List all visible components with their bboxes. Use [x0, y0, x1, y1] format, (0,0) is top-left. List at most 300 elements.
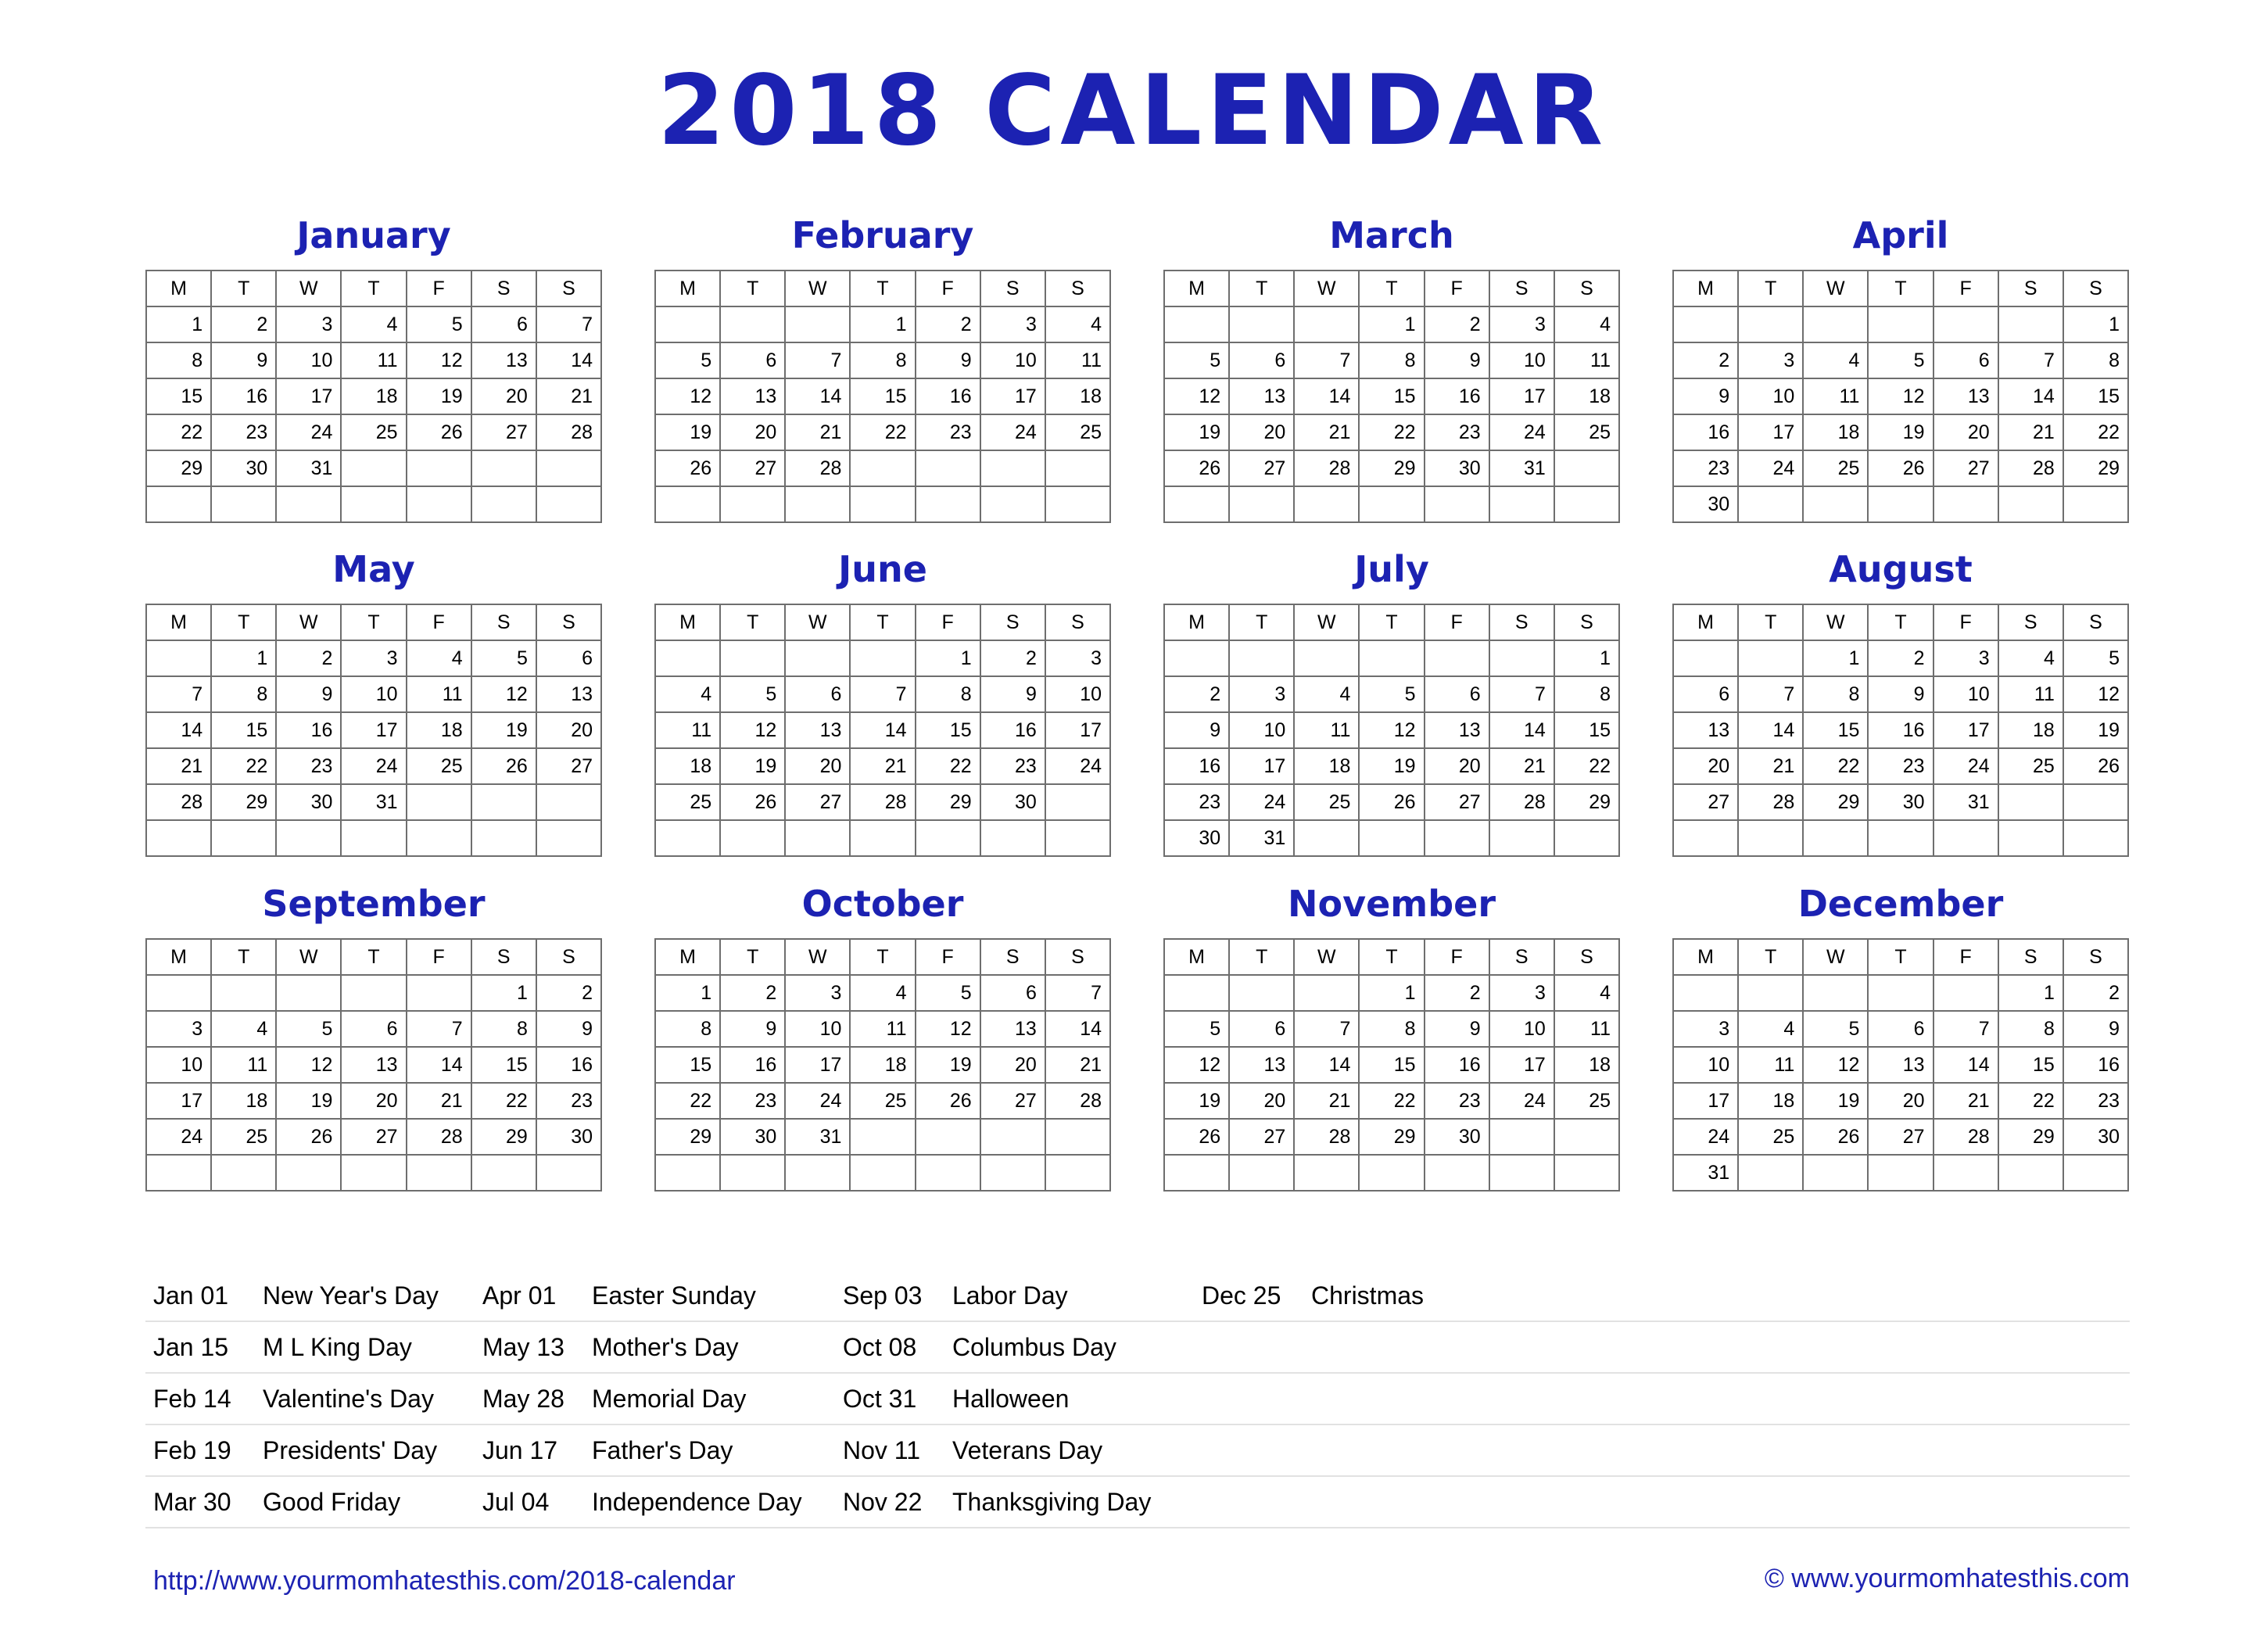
day-cell: 25 — [1554, 1083, 1619, 1119]
day-cell: 8 — [655, 1011, 720, 1047]
day-cell: 8 — [916, 676, 980, 712]
weekday-header: S — [1998, 939, 2063, 975]
day-cell: 12 — [1164, 1047, 1229, 1083]
holiday-row — [145, 1477, 2130, 1528]
day-cell: 13 — [785, 712, 850, 748]
day-cell: 11 — [1803, 378, 1868, 414]
day-cell: 29 — [1359, 1119, 1424, 1155]
weekday-header: W — [276, 271, 341, 306]
month-name: August — [1829, 548, 1973, 590]
empty-cell — [1294, 1155, 1359, 1191]
week-row — [655, 1155, 1110, 1191]
day-cell: 31 — [341, 784, 406, 820]
empty-cell — [1229, 640, 1294, 676]
holiday-date: Dec 25 — [1202, 1281, 1281, 1310]
day-cell: 15 — [2063, 378, 2128, 414]
day-cell: 4 — [211, 1011, 276, 1047]
weekday-header: T — [1738, 939, 1803, 975]
day-cell: 1 — [916, 640, 980, 676]
month-grid — [1672, 270, 2129, 523]
day-cell: 29 — [471, 1119, 536, 1155]
day-cell: 24 — [146, 1119, 211, 1155]
holiday-row — [145, 1270, 2130, 1322]
month-name: February — [791, 214, 974, 256]
day-cell: 12 — [916, 1011, 980, 1047]
day-cell: 5 — [276, 1011, 341, 1047]
week-row — [146, 1047, 601, 1083]
month-grid — [1163, 938, 1620, 1192]
week-row — [146, 1119, 601, 1155]
weekday-header-row — [655, 271, 1110, 306]
day-cell: 7 — [1998, 342, 2063, 378]
day-cell: 12 — [2063, 676, 2128, 712]
day-cell: 14 — [1933, 1047, 1998, 1083]
day-cell: 26 — [471, 748, 536, 784]
month-october — [654, 876, 1111, 1192]
empty-cell — [980, 450, 1045, 486]
day-cell: 17 — [1673, 1083, 1738, 1119]
week-row — [1673, 1047, 2128, 1083]
day-cell: 23 — [720, 1083, 785, 1119]
week-row — [1673, 306, 2128, 342]
holiday-date: Mar 30 — [153, 1488, 231, 1516]
weekday-header: T — [1868, 271, 1933, 306]
day-cell: 26 — [916, 1083, 980, 1119]
weekday-header: W — [785, 939, 850, 975]
day-cell: 25 — [407, 748, 471, 784]
week-row — [655, 712, 1110, 748]
day-cell: 1 — [1998, 975, 2063, 1011]
day-cell: 29 — [146, 450, 211, 486]
empty-cell — [1738, 306, 1803, 342]
week-row — [1673, 712, 2128, 748]
empty-cell — [1673, 820, 1738, 856]
day-cell: 20 — [471, 378, 536, 414]
week-row — [1164, 784, 1619, 820]
day-cell: 15 — [1554, 712, 1619, 748]
month-grid — [145, 604, 602, 857]
holiday-date: Nov 11 — [843, 1436, 921, 1464]
empty-cell — [1489, 486, 1554, 522]
empty-cell — [1738, 1155, 1803, 1191]
day-cell: 16 — [2063, 1047, 2128, 1083]
empty-cell — [276, 1155, 341, 1191]
day-cell: 25 — [1738, 1119, 1803, 1155]
day-cell: 17 — [1045, 712, 1110, 748]
weekday-header: F — [1933, 604, 1998, 640]
day-cell: 25 — [341, 414, 406, 450]
week-row — [1164, 820, 1619, 856]
weekday-header: W — [785, 604, 850, 640]
empty-cell — [1738, 975, 1803, 1011]
week-row — [655, 414, 1110, 450]
week-row — [1673, 414, 2128, 450]
empty-cell — [1294, 975, 1359, 1011]
empty-cell — [407, 784, 471, 820]
day-cell: 8 — [1359, 342, 1424, 378]
day-cell: 2 — [1425, 306, 1489, 342]
day-cell: 12 — [1868, 378, 1933, 414]
day-cell: 2 — [276, 640, 341, 676]
day-cell: 9 — [916, 342, 980, 378]
month-august — [1672, 541, 2129, 857]
empty-cell — [1868, 820, 1933, 856]
holiday-date: May 28 — [482, 1385, 564, 1413]
empty-cell — [536, 486, 601, 522]
holiday-name: Presidents' Day — [263, 1436, 438, 1464]
day-cell: 16 — [1164, 748, 1229, 784]
day-cell: 17 — [1738, 414, 1803, 450]
day-cell: 5 — [1164, 1011, 1229, 1047]
day-cell: 24 — [1738, 450, 1803, 486]
week-row — [146, 486, 601, 522]
day-cell: 20 — [720, 414, 785, 450]
empty-cell — [146, 640, 211, 676]
day-cell: 25 — [850, 1083, 915, 1119]
weekday-header: S — [1489, 271, 1554, 306]
weekday-header-row — [1164, 939, 1619, 975]
day-cell: 5 — [1164, 342, 1229, 378]
week-row — [1673, 1119, 2128, 1155]
day-cell: 25 — [1554, 414, 1619, 450]
day-cell: 24 — [980, 414, 1045, 450]
day-cell: 20 — [1868, 1083, 1933, 1119]
empty-cell — [1998, 820, 2063, 856]
day-cell: 1 — [146, 306, 211, 342]
empty-cell — [720, 486, 785, 522]
day-cell: 23 — [276, 748, 341, 784]
day-cell: 10 — [1489, 1011, 1554, 1047]
month-grid — [145, 270, 602, 523]
day-cell: 21 — [407, 1083, 471, 1119]
day-cell: 12 — [1803, 1047, 1868, 1083]
week-row — [1164, 378, 1619, 414]
day-cell: 3 — [1229, 676, 1294, 712]
day-cell: 7 — [850, 676, 915, 712]
holiday-name: Valentine's Day — [263, 1385, 434, 1413]
day-cell: 20 — [1673, 748, 1738, 784]
week-row — [1673, 342, 2128, 378]
day-cell: 5 — [1868, 342, 1933, 378]
day-cell: 11 — [211, 1047, 276, 1083]
month-name: October — [801, 883, 964, 925]
empty-cell — [1933, 1155, 1998, 1191]
week-row — [1673, 1155, 2128, 1191]
day-cell: 6 — [1425, 676, 1489, 712]
weekday-header: T — [1868, 939, 1933, 975]
day-cell: 17 — [1229, 748, 1294, 784]
week-row — [1164, 1047, 1619, 1083]
empty-cell — [471, 820, 536, 856]
day-cell: 2 — [2063, 975, 2128, 1011]
holiday-date: Apr 01 — [482, 1281, 557, 1310]
day-cell: 26 — [2063, 748, 2128, 784]
week-row — [146, 1011, 601, 1047]
month-grid — [1672, 604, 2129, 857]
day-cell: 20 — [536, 712, 601, 748]
day-cell: 10 — [1738, 378, 1803, 414]
weekday-header: M — [1164, 271, 1229, 306]
holiday-name: Thanksgiving Day — [952, 1488, 1152, 1516]
day-cell: 14 — [407, 1047, 471, 1083]
empty-cell — [1489, 820, 1554, 856]
day-cell: 28 — [1998, 450, 2063, 486]
day-cell: 24 — [785, 1083, 850, 1119]
day-cell: 29 — [1359, 450, 1424, 486]
day-cell: 30 — [1425, 1119, 1489, 1155]
day-cell: 11 — [1045, 342, 1110, 378]
holiday-row — [145, 1322, 2130, 1374]
week-row — [146, 975, 601, 1011]
day-cell: 7 — [1738, 676, 1803, 712]
weekday-header: S — [536, 604, 601, 640]
day-cell: 8 — [471, 1011, 536, 1047]
holiday-date: Jan 15 — [153, 1333, 229, 1361]
week-row — [146, 640, 601, 676]
day-cell: 14 — [1489, 712, 1554, 748]
empty-cell — [276, 820, 341, 856]
empty-cell — [407, 1155, 471, 1191]
weekday-header: W — [1294, 939, 1359, 975]
day-cell: 19 — [1359, 748, 1424, 784]
day-cell: 23 — [1164, 784, 1229, 820]
day-cell: 28 — [850, 784, 915, 820]
day-cell: 27 — [1229, 450, 1294, 486]
holiday-date: May 13 — [482, 1333, 564, 1361]
empty-cell — [1554, 1119, 1619, 1155]
day-cell: 7 — [407, 1011, 471, 1047]
day-cell: 26 — [1164, 1119, 1229, 1155]
day-cell: 19 — [2063, 712, 2128, 748]
day-cell: 9 — [1425, 1011, 1489, 1047]
day-cell: 11 — [341, 342, 406, 378]
week-row — [1164, 1119, 1619, 1155]
week-row — [1164, 1083, 1619, 1119]
day-cell: 11 — [655, 712, 720, 748]
week-row — [655, 820, 1110, 856]
day-cell: 23 — [980, 748, 1045, 784]
footer-link[interactable]: http://www.yourmomhatesthis.com/2018-calendar — [153, 1566, 736, 1596]
day-cell: 5 — [407, 306, 471, 342]
day-cell: 12 — [471, 676, 536, 712]
day-cell: 23 — [536, 1083, 601, 1119]
week-row — [655, 486, 1110, 522]
weekday-header: F — [407, 939, 471, 975]
day-cell: 18 — [1045, 378, 1110, 414]
empty-cell — [407, 820, 471, 856]
day-cell: 2 — [1673, 342, 1738, 378]
weekday-header: S — [1045, 604, 1110, 640]
weekday-header: W — [1294, 271, 1359, 306]
day-cell: 19 — [1868, 414, 1933, 450]
day-cell: 17 — [146, 1083, 211, 1119]
day-cell: 1 — [850, 306, 915, 342]
empty-cell — [1164, 306, 1229, 342]
day-cell: 17 — [341, 712, 406, 748]
day-cell: 16 — [980, 712, 1045, 748]
empty-cell — [1738, 640, 1803, 676]
day-cell: 21 — [785, 414, 850, 450]
day-cell: 9 — [1673, 378, 1738, 414]
day-cell: 22 — [916, 748, 980, 784]
day-cell: 23 — [1425, 414, 1489, 450]
holidays-list — [145, 1270, 2130, 1528]
weekday-header: S — [471, 271, 536, 306]
day-cell: 29 — [1998, 1119, 2063, 1155]
day-cell: 18 — [655, 748, 720, 784]
empty-cell — [850, 1119, 915, 1155]
day-cell: 29 — [1554, 784, 1619, 820]
weekday-header-row — [1673, 271, 2128, 306]
day-cell: 6 — [1868, 1011, 1933, 1047]
empty-cell — [1229, 975, 1294, 1011]
empty-cell — [407, 486, 471, 522]
day-cell: 27 — [785, 784, 850, 820]
month-grid — [1163, 270, 1620, 523]
day-cell: 10 — [1489, 342, 1554, 378]
day-cell: 10 — [1933, 676, 1998, 712]
empty-cell — [1554, 1155, 1619, 1191]
day-cell: 23 — [1673, 450, 1738, 486]
day-cell: 2 — [1425, 975, 1489, 1011]
holiday-date: Oct 08 — [843, 1333, 917, 1361]
empty-cell — [1425, 640, 1489, 676]
day-cell: 22 — [1359, 414, 1424, 450]
day-cell: 26 — [720, 784, 785, 820]
empty-cell — [1294, 820, 1359, 856]
empty-cell — [1045, 1119, 1110, 1155]
month-name: June — [838, 548, 927, 590]
week-row — [1164, 748, 1619, 784]
holiday-name: Easter Sunday — [592, 1281, 756, 1310]
week-row — [1164, 450, 1619, 486]
week-row — [1164, 486, 1619, 522]
weekday-header: M — [1673, 604, 1738, 640]
holiday-name: M L King Day — [263, 1333, 412, 1361]
empty-cell — [916, 1119, 980, 1155]
day-cell: 19 — [1164, 1083, 1229, 1119]
day-cell: 5 — [471, 640, 536, 676]
weekday-header: F — [1425, 939, 1489, 975]
empty-cell — [211, 486, 276, 522]
day-cell: 24 — [1489, 414, 1554, 450]
day-cell: 8 — [1554, 676, 1619, 712]
month-march — [1163, 207, 1620, 523]
empty-cell — [1738, 820, 1803, 856]
weekday-header: T — [1229, 939, 1294, 975]
week-row — [1673, 378, 2128, 414]
day-cell: 4 — [1998, 640, 2063, 676]
week-row — [655, 1083, 1110, 1119]
holiday-row — [145, 1425, 2130, 1477]
weekday-header: S — [536, 939, 601, 975]
day-cell: 13 — [720, 378, 785, 414]
holiday-date: Oct 31 — [843, 1385, 917, 1413]
weekday-header: S — [1045, 271, 1110, 306]
empty-cell — [1554, 450, 1619, 486]
day-cell: 7 — [1294, 1011, 1359, 1047]
day-cell: 26 — [655, 450, 720, 486]
weekday-header-row — [1164, 604, 1619, 640]
day-cell: 30 — [1164, 820, 1229, 856]
day-cell: 4 — [1045, 306, 1110, 342]
day-cell: 13 — [1933, 378, 1998, 414]
week-row — [1164, 414, 1619, 450]
day-cell: 27 — [471, 414, 536, 450]
day-cell: 10 — [1045, 676, 1110, 712]
empty-cell — [1554, 486, 1619, 522]
day-cell: 3 — [1673, 1011, 1738, 1047]
day-cell: 13 — [1673, 712, 1738, 748]
empty-cell — [2063, 1155, 2128, 1191]
day-cell: 4 — [1738, 1011, 1803, 1047]
empty-cell — [1489, 1155, 1554, 1191]
weekday-header: S — [1554, 604, 1619, 640]
day-cell: 11 — [1294, 712, 1359, 748]
empty-cell — [536, 1155, 601, 1191]
empty-cell — [146, 820, 211, 856]
day-cell: 22 — [211, 748, 276, 784]
week-row — [655, 1011, 1110, 1047]
day-cell: 15 — [1803, 712, 1868, 748]
weekday-header: S — [2063, 271, 2128, 306]
day-cell: 29 — [655, 1119, 720, 1155]
empty-cell — [2063, 486, 2128, 522]
day-cell: 24 — [1229, 784, 1294, 820]
empty-cell — [1359, 820, 1424, 856]
day-cell: 15 — [850, 378, 915, 414]
day-cell: 18 — [211, 1083, 276, 1119]
week-row — [1164, 712, 1619, 748]
day-cell: 30 — [536, 1119, 601, 1155]
weekday-header-row — [655, 939, 1110, 975]
week-row — [1164, 1011, 1619, 1047]
day-cell: 23 — [1425, 1083, 1489, 1119]
day-cell: 28 — [1294, 1119, 1359, 1155]
day-cell: 28 — [1489, 784, 1554, 820]
day-cell: 15 — [655, 1047, 720, 1083]
day-cell: 22 — [146, 414, 211, 450]
empty-cell — [980, 1119, 1045, 1155]
week-row — [1673, 1083, 2128, 1119]
empty-cell — [407, 450, 471, 486]
day-cell: 13 — [536, 676, 601, 712]
empty-cell — [1868, 486, 1933, 522]
day-cell: 30 — [1425, 450, 1489, 486]
day-cell: 13 — [1425, 712, 1489, 748]
week-row — [655, 975, 1110, 1011]
day-cell: 22 — [471, 1083, 536, 1119]
day-cell: 9 — [1164, 712, 1229, 748]
day-cell: 6 — [720, 342, 785, 378]
empty-cell — [471, 486, 536, 522]
weekday-header: S — [1489, 939, 1554, 975]
weekday-header: M — [655, 939, 720, 975]
weekday-header: T — [850, 604, 915, 640]
empty-cell — [1045, 450, 1110, 486]
month-grid — [145, 938, 602, 1192]
day-cell: 9 — [211, 342, 276, 378]
weekday-header: F — [1425, 604, 1489, 640]
day-cell: 18 — [1554, 378, 1619, 414]
empty-cell — [1868, 1155, 1933, 1191]
day-cell: 9 — [536, 1011, 601, 1047]
day-cell: 12 — [1359, 712, 1424, 748]
day-cell: 3 — [1489, 975, 1554, 1011]
weekday-header: T — [1229, 271, 1294, 306]
weekday-header: S — [1998, 604, 2063, 640]
day-cell: 5 — [1803, 1011, 1868, 1047]
